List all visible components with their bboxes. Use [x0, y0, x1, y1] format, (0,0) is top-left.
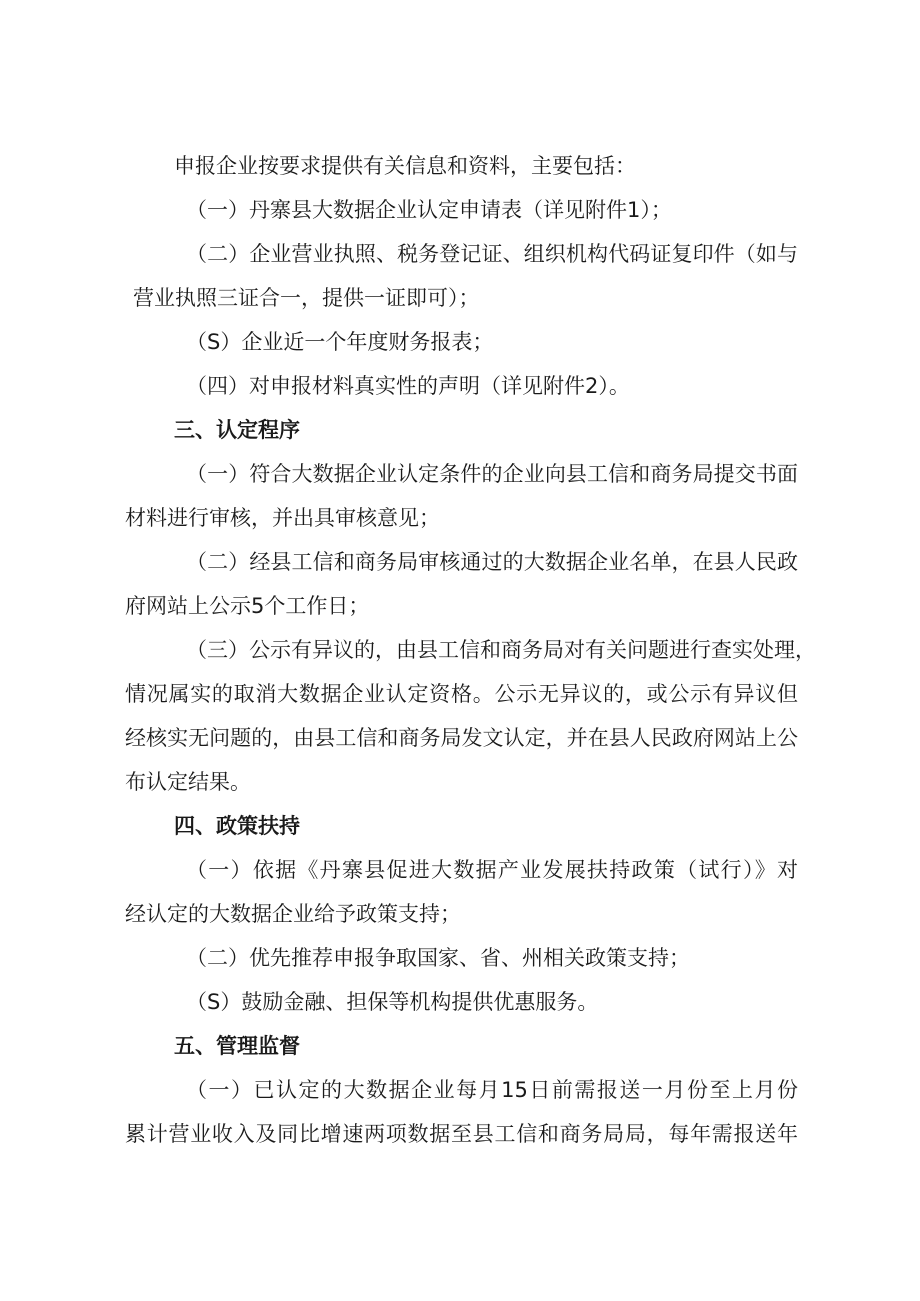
policy-item-1: （一）依据《丹寨县促进大数据产业发展扶持政策（试行）》对	[186, 858, 798, 882]
supervision-item-1-cont: 累计营业收入及同比增速两项数据至县工信和商务局局，每年需报送年	[125, 1122, 798, 1146]
intro-line: 申报企业按要求提供有关信息和资料，主要包括：	[174, 154, 636, 178]
procedure-item-3-cont-3: 布认定结果。	[125, 770, 251, 794]
policy-item-2: （二）优先推荐申报争取国家、省、州相关政策支持；	[186, 946, 690, 970]
item-application-form: （一）丹寨县大数据企业认定申请表（详见附件1）；	[186, 198, 672, 222]
item-business-license-cont: 营业执照三证合一，提供一证即可）；	[133, 286, 480, 310]
item-business-license: （二）企业营业执照、税务登记证、组织机构代码证复印件（如与	[186, 242, 798, 266]
section-heading-procedure: 三、认定程序	[174, 418, 300, 442]
section-heading-supervision: 五、管理监督	[174, 1034, 300, 1058]
procedure-item-3-cont-2: 经核实无问题的，由县工信和商务局发文认定，并在县人民政府网站上公	[125, 726, 798, 750]
procedure-item-2-cont: 府网站上公示5个工作日；	[125, 594, 370, 618]
procedure-item-3-cont-1: 情况属实的取消大数据企业认定资格。公示无异议的，或公示有异议但	[125, 682, 798, 706]
procedure-item-3: （三）公示有异议的，由县工信和商务局对有关问题进行查实处理，	[186, 638, 816, 662]
item-financial-report: （S）企业近一个年度财务报表；	[186, 330, 494, 354]
procedure-item-2: （二）经县工信和商务局审核通过的大数据企业名单，在县人民政	[186, 550, 798, 574]
procedure-item-1-cont: 材料进行审核，并出具审核意见；	[125, 506, 440, 530]
supervision-item-1: （一）已认定的大数据企业每月15日前需报送一月份至上月份	[186, 1078, 798, 1102]
item-authenticity-statement: （四）对申报材料真实性的声明（详见附件2）。	[186, 374, 630, 398]
procedure-item-1: （一）符合大数据企业认定条件的企业向县工信和商务局提交书面	[186, 462, 798, 486]
policy-item-3: （S）鼓励金融、担保等机构提供优惠服务。	[186, 990, 599, 1014]
policy-item-1-cont: 经认定的大数据企业给予政策支持；	[125, 902, 461, 926]
section-heading-policy: 四、政策扶持	[174, 814, 300, 838]
